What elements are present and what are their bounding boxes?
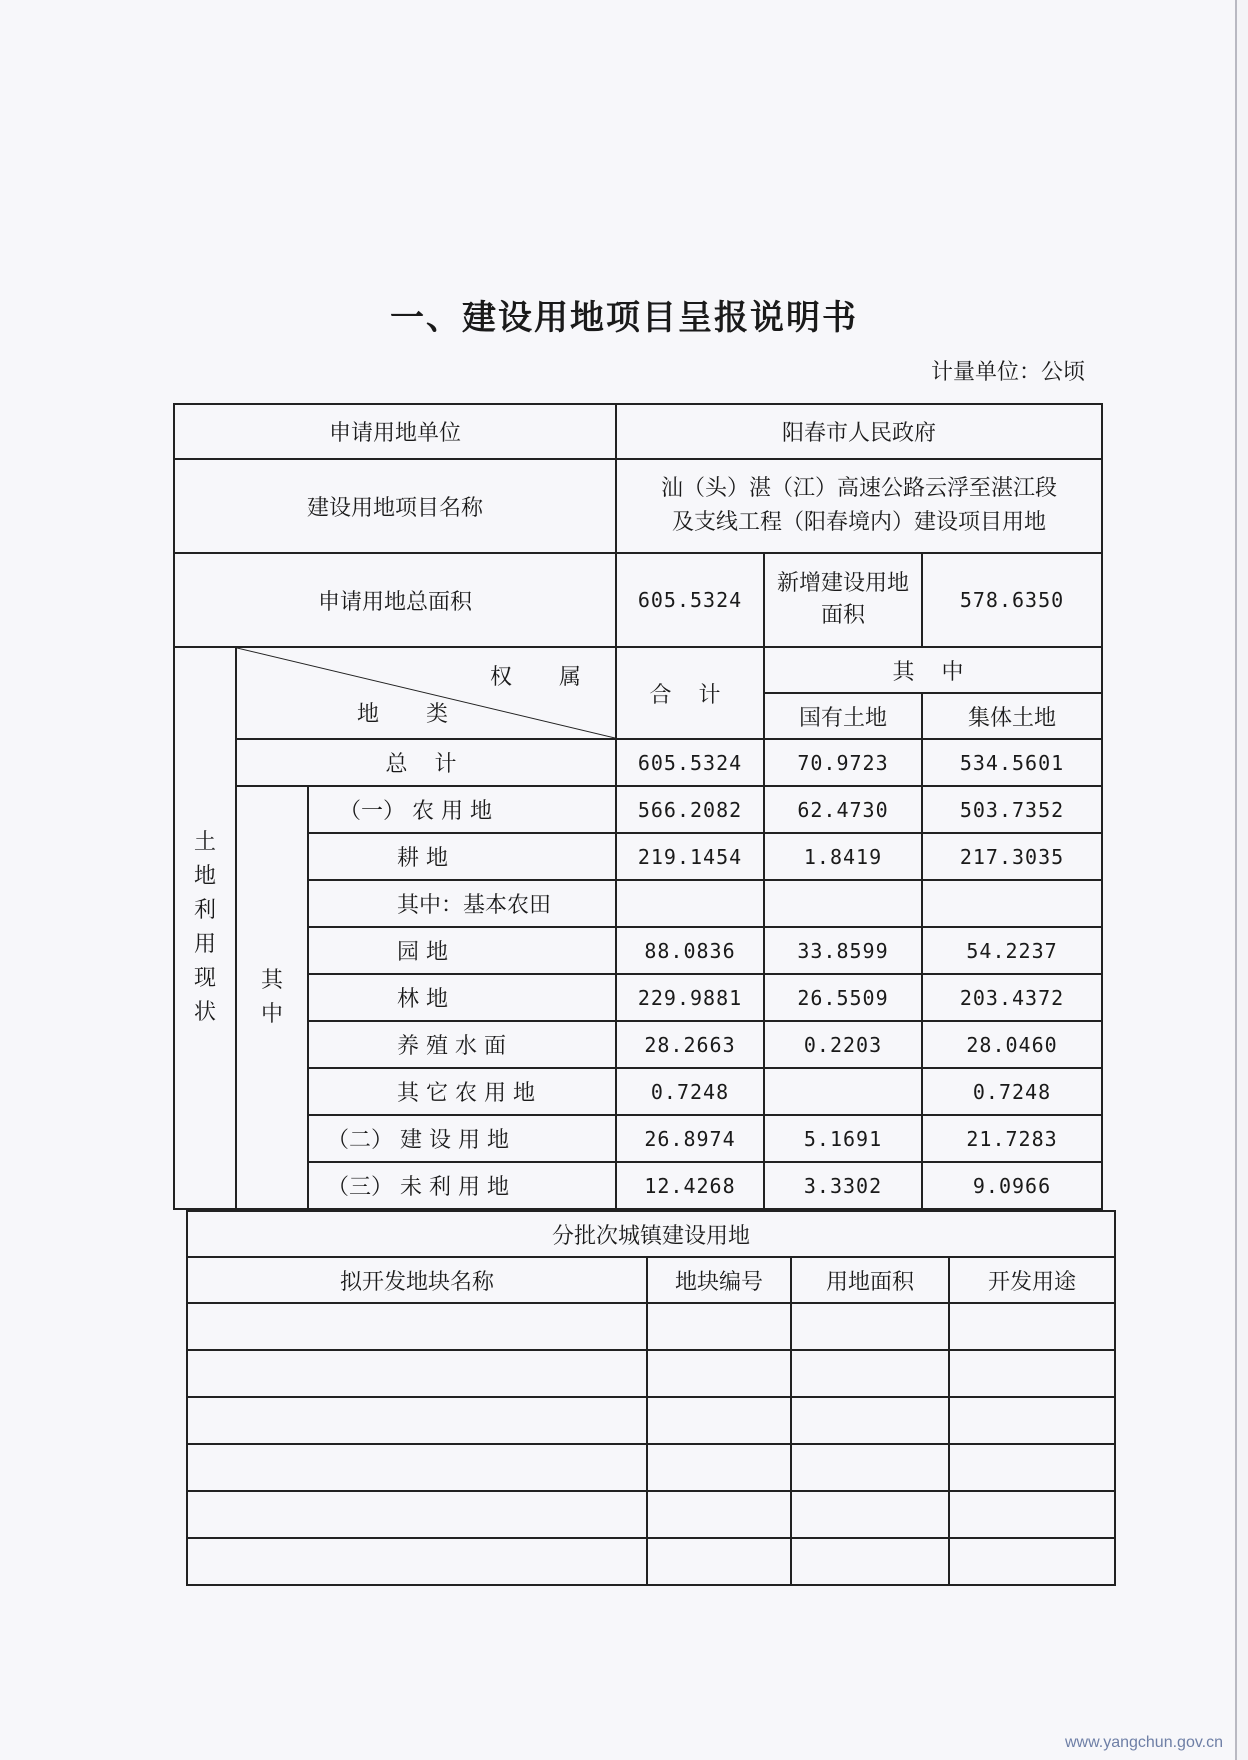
site-watermark: www.yangchun.gov.cn xyxy=(1064,1734,1223,1751)
row-state: 33.8599 xyxy=(764,927,922,974)
new-area-value: 578.6350 xyxy=(922,553,1102,647)
row-total xyxy=(616,880,764,927)
project-name-label: 建设用地项目名称 xyxy=(174,459,616,553)
project-name-value xyxy=(616,459,1102,553)
row-total: 219.1454 xyxy=(616,833,764,880)
row-total: 88.0836 xyxy=(616,927,764,974)
batch-land-table xyxy=(186,1210,1116,1586)
grand-total-state: 70.9723 xyxy=(764,739,922,786)
grand-total-sum: 605.5324 xyxy=(616,739,764,786)
row-label-cultivated: 耕 地 xyxy=(308,833,616,880)
land-use-side-label xyxy=(174,647,236,1209)
header-ownership: 权 属 xyxy=(490,665,601,690)
row-label-agricultural: （一） 农 用 地 xyxy=(308,786,616,833)
row-total: 26.8974 xyxy=(616,1115,764,1162)
land-application-table xyxy=(173,403,1103,1210)
col-parcel-area: 用地面积 xyxy=(791,1257,949,1303)
project-name-line-1: 汕（头）湛（江）高速公路云浮至湛江段 xyxy=(661,476,1058,501)
row-collective: 21.7283 xyxy=(922,1115,1102,1162)
applicant-label: 申请用地单位 xyxy=(174,404,616,459)
table-row xyxy=(187,1491,1115,1538)
row-total: 229.9881 xyxy=(616,974,764,1021)
of-which-label xyxy=(236,786,308,1209)
header-total: 合 计 xyxy=(616,647,764,739)
row-state: 0.2203 xyxy=(764,1021,922,1068)
header-landtype: 地 类 xyxy=(357,702,468,727)
header-state-land: 国有土地 xyxy=(764,693,922,739)
row-collective: 203.4372 xyxy=(922,974,1102,1021)
table-row xyxy=(187,1397,1115,1444)
row-total: 12.4268 xyxy=(616,1162,764,1209)
measurement-unit: 计量单位：公顷 xyxy=(930,360,1085,385)
row-collective: 217.3035 xyxy=(922,833,1102,880)
col-parcel-name: 拟开发地块名称 xyxy=(187,1257,647,1303)
row-label-construction: （二） 建 设 用 地 xyxy=(308,1115,616,1162)
row-label-garden: 园 地 xyxy=(308,927,616,974)
header-collective-land: 集体土地 xyxy=(922,693,1102,739)
table-row xyxy=(187,1444,1115,1491)
row-collective: 9.0966 xyxy=(922,1162,1102,1209)
row-state: 5.1691 xyxy=(764,1115,922,1162)
row-collective: 28.0460 xyxy=(922,1021,1102,1068)
of-which-text: 其 中 xyxy=(260,967,283,1027)
row-label-basic-farmland: 其中：基本农田 xyxy=(308,880,616,927)
new-area-label: 新增建设用地面积 xyxy=(764,553,922,647)
row-label-forest: 林 地 xyxy=(308,974,616,1021)
row-collective: 0.7248 xyxy=(922,1068,1102,1115)
row-total: 28.2663 xyxy=(616,1021,764,1068)
row-total: 566.2082 xyxy=(616,786,764,833)
header-diagonal-cell xyxy=(236,647,616,739)
row-state: 26.5509 xyxy=(764,974,922,1021)
row-collective: 54.2237 xyxy=(922,927,1102,974)
land-use-side-text: 土 地 利 用 现 状 xyxy=(193,830,216,1025)
table-row xyxy=(187,1303,1115,1350)
document-title: 一、建设用地项目呈报说明书 xyxy=(390,298,858,338)
header-of-which: 其 中 xyxy=(764,647,1102,693)
row-state: 3.3302 xyxy=(764,1162,922,1209)
row-collective xyxy=(922,880,1102,927)
grand-total-collective: 534.5601 xyxy=(922,739,1102,786)
batch-title: 分批次城镇建设用地 xyxy=(187,1211,1115,1257)
total-area-value: 605.5324 xyxy=(616,553,764,647)
row-label-other-agricultural: 其 它 农 用 地 xyxy=(308,1068,616,1115)
row-state: 1.8419 xyxy=(764,833,922,880)
row-label-unused: （三） 未 利 用 地 xyxy=(308,1162,616,1209)
total-area-label: 申请用地总面积 xyxy=(174,553,616,647)
row-state xyxy=(764,880,922,927)
row-state xyxy=(764,1068,922,1115)
row-collective: 503.7352 xyxy=(922,786,1102,833)
grand-total-label: 总 计 xyxy=(236,739,616,786)
row-total: 0.7248 xyxy=(616,1068,764,1115)
table-row xyxy=(187,1538,1115,1585)
row-state: 62.4730 xyxy=(764,786,922,833)
project-name-line-2: 及支线工程（阳春境内）建设项目用地 xyxy=(672,510,1047,535)
applicant-value: 阳春市人民政府 xyxy=(616,404,1102,459)
col-parcel-use: 开发用途 xyxy=(949,1257,1115,1303)
table-row xyxy=(187,1350,1115,1397)
row-label-aquaculture: 养 殖 水 面 xyxy=(308,1021,616,1068)
col-parcel-code: 地块编号 xyxy=(647,1257,791,1303)
